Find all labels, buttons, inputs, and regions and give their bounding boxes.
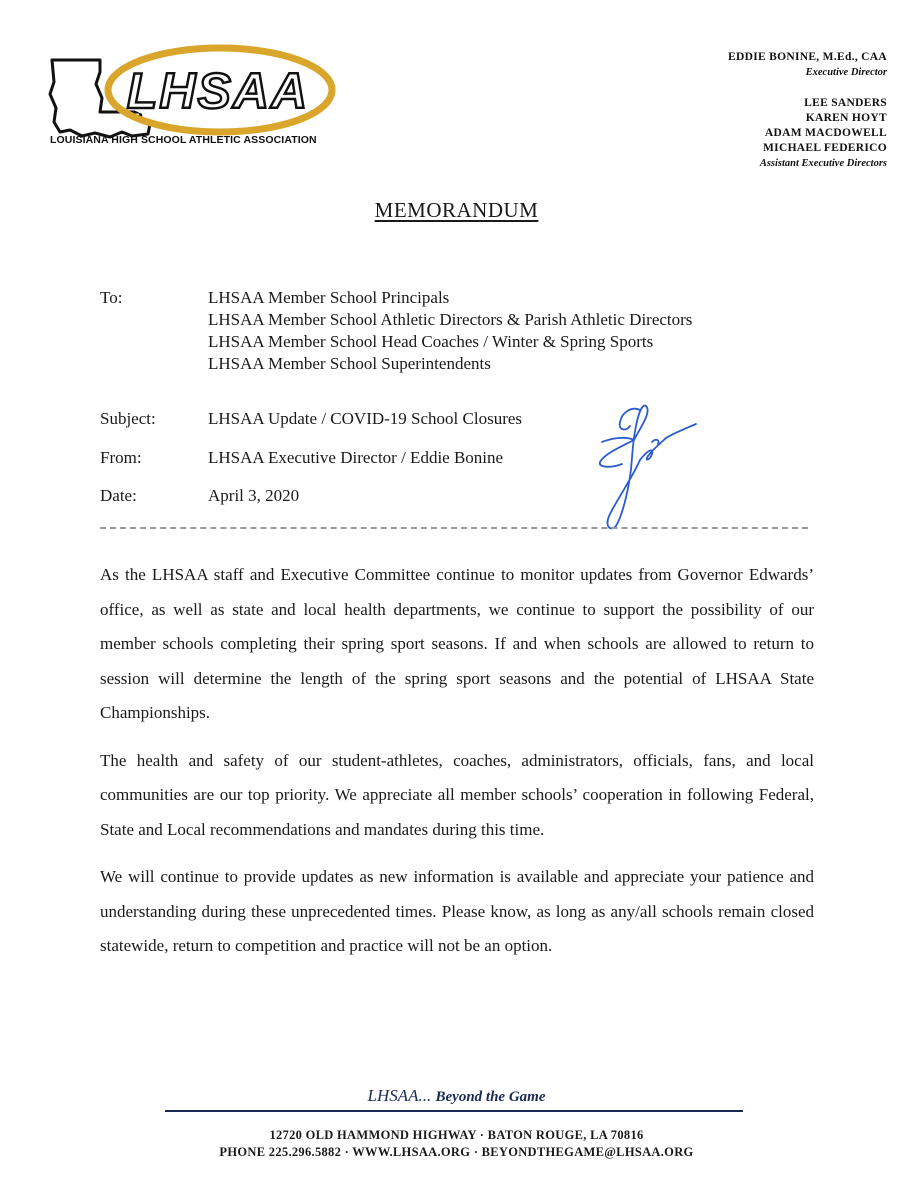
assistant-name: KAREN HOYT (805, 112, 887, 124)
signature-icon (582, 398, 702, 538)
footer-address (0, 1127, 913, 1161)
executive-director-name: EDDIE BONINE, M.Ed., CAA (728, 51, 887, 63)
date-label: Date: (100, 486, 137, 505)
street-address: 12720 OLD HAMMOND HIGHWAY · BATON ROUGE, LA 70816 (269, 1128, 644, 1142)
assistant-name: LEE SANDERS (804, 97, 887, 109)
footer-tagline (0, 1086, 913, 1106)
from-value: LHSAA Executive Director / Eddie Bonine (208, 448, 504, 467)
body-paragraph: As the LHSAA staff and Executive Committee continue to monitor updates from Governor Edwards’ office, as well as state and local health departments, we continue to support the possibility of our member schools completing their spring sport seasons. If and when schools are allowed to return to session will determine the length of the spring sport seasons and the potential of LHSAA State Championships. (100, 565, 814, 722)
assistant-name: MICHAEL FEDERICO (763, 142, 887, 154)
to-label: To: (100, 288, 123, 307)
date-value: April 3, 2020 (208, 486, 300, 505)
recipient-line: LHSAA Member School Athletic Directors & Parish Athletic Directors (208, 310, 693, 329)
body-paragraph: We will continue to provide updates as new information is available and appreciate your patience and understanding during these unprecedented times. Please know, as long as any/all schools remain closed statewide, return to competition and practice will not be an option. (100, 867, 814, 955)
tagline-brand: LHSAA... (367, 1086, 432, 1105)
subject-label: Subject: (100, 409, 156, 428)
assistant-name: ADAM MACDOWELL (764, 127, 887, 139)
memo-title: MEMORANDUM (374, 198, 539, 222)
executive-director-title: Executive Director (805, 67, 887, 78)
staff-directory (627, 50, 887, 171)
body-paragraph: The health and safety of our student-athletes, coaches, administrators, officials, fans, and local communities are our top priority. We appreciate all member schools’ cooperation in following Federal, State and Local recommendations and mandates during this time. (100, 750, 814, 839)
recipient-line: LHSAA Member School Head Coaches / Winter & Spring Sports (208, 332, 654, 351)
assistants-title: Assistant Executive Directors (759, 158, 887, 169)
tagline-script: Beyond the Game (435, 1089, 546, 1105)
logo-caption: LOUISIANA HIGH SCHOOL ATHLETIC ASSOCIATION (50, 134, 317, 146)
recipient-line: LHSAA Member School Superintendents (208, 354, 491, 373)
header-divider (100, 527, 808, 529)
logo-wordmark: LHSAA (126, 63, 310, 119)
subject-value: LHSAA Update / COVID-19 School Closures (208, 409, 523, 428)
memo-body (100, 558, 814, 977)
from-label: From: (100, 448, 142, 467)
recipient-line: LHSAA Member School Principals (208, 288, 450, 307)
footer-divider (165, 1110, 743, 1112)
contact-line: PHONE 225.296.5882 · WWW.LHSAA.ORG · BEYONDTHEGAME@LHSAA.ORG (219, 1145, 694, 1159)
to-recipients (208, 287, 692, 375)
